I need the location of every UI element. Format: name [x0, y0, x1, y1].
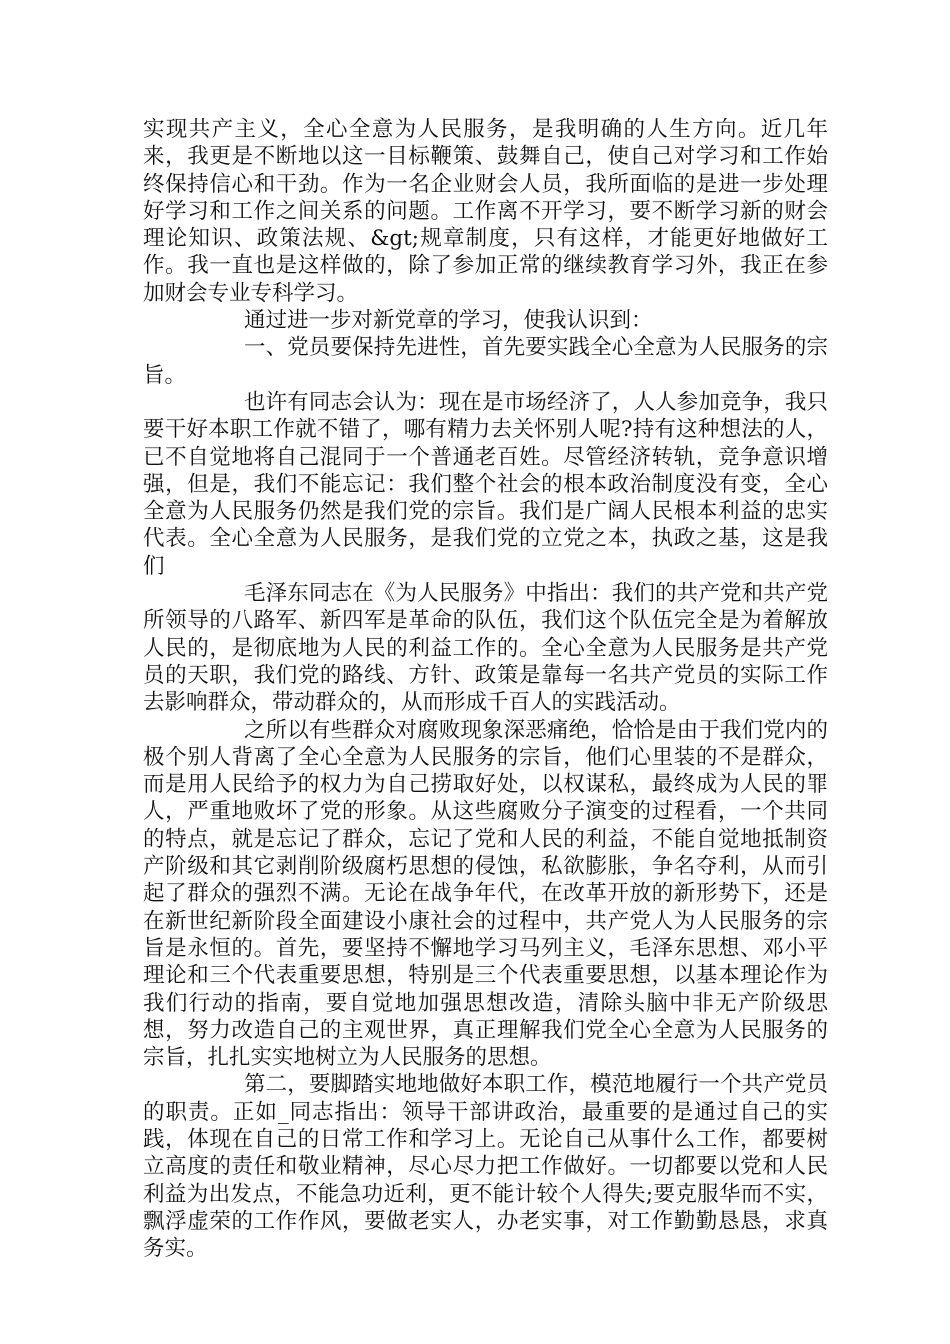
paragraph-1: 实现共产主义，全心全意为人民服务，是我明确的人生方向。近几年来，我更是不断地以这一目标鞭策、鼓舞自己，使自己对学习和工作始终保持信心和干劲。作为一名企业财会人员，我所面临的是进一步处理好学习和工作之间关系的问题。工作离不开学习，要不断学习新的财会理论知识、政策法规、&gt;规章制度，只有这样，才能更好地做好工作。我一直也是这样做的，除了参加正常的继续教育学习外，我正在参加财会专业专科学习。: [143, 117, 828, 306]
paragraph-3: 一、党员要保持先进性，首先要实践全心全意为人民服务的宗旨。: [143, 335, 828, 388]
paragraph-7: 第二，要脚踏实地地做好本职工作，模范地履行一个共产党员的职责。正如_同志指出：领导干部讲政治，最重要的是通过自己的实践，体现在自己的日常工作和学习上。无论自己从事什么工作，都要树立高度的责任和敬业精神，尽心尽力把工作做好。一切都要以党和人民利益为出发点，不能急功近利，更不能计较个人得失;要克服华而不实，飘浮虚荣的工作作风，要做老实人，办老实事，对工作勤勤恳恳，求真务实。: [143, 1072, 828, 1262]
document-body: [143, 116, 828, 1262]
paragraph-2: 通过进一步对新党章的学习，使我认识到：: [244, 308, 653, 334]
paragraph-4: 也许有同志会认为：现在是市场经济了，人人参加竞争，我只要干好本职工作就不错了，哪有精力去关怀别人呢?持有这种想法的人，已不自觉地将自己混同于一个普通老百姓。尽管经济转轨，竞争意识增强，但是，我们不能忘记：我们整个社会的根本政治制度没有变，全心全意为人民服务仍然是我们党的宗旨。我们是广阔人民根本利益的忠实代表。全心全意为人民服务，是我们党的立党之本，执政之基，这是我们: [143, 389, 828, 579]
paragraph-6: 之所以有些群众对腐败现象深恶痛绝，恰恰是由于我们党内的极个别人背离了全心全意为人民服务的宗旨，他们心里装的不是群众，而是用人民给予的权力为自己捞取好处，以权谋私，最终成为人民的罪人，严重地败坏了党的形象。从这些腐败分子演变的过程看，一个共同的特点，就是忘记了群众，忘记了党和人民的利益，不能自觉地抵制资产阶级和其它剥削阶级腐朽思想的侵蚀，私欲膨胀，争名夺利，从而引起了群众的强烈不满。无论在战争年代，在改革开放的新形势下，还是在新世纪新阶段全面建设小康社会的过程中，共产党人为人民服务的宗旨是永恒的。首先，要坚持不懈地学习马列主义，毛泽东思想、邓小平理论和三个代表重要思想，特别是三个代表重要思想，以基本理论作为我们行动的指南，要自觉地加强思想改造，清除头脑中非无产阶级思想，努力改造自己的主观世界，真正理解我们党全心全意为人民服务的宗旨，扎扎实实地树立为人民服务的思想。: [143, 717, 828, 1071]
paragraph-5: 毛泽东同志在《为人民服务》中指出：我们的共产党和共产党所领导的八路军、新四军是革命的队伍，我们这个队伍完全是为着解放人民的，是彻底地为人民的利益工作的。全心全意为人民服务是共产党员的天职，我们党的路线、方针、政策是靠每一名共产党员的实际工作去影响群众，带动群众的，从而形成千百人的实践活动。: [143, 581, 828, 716]
